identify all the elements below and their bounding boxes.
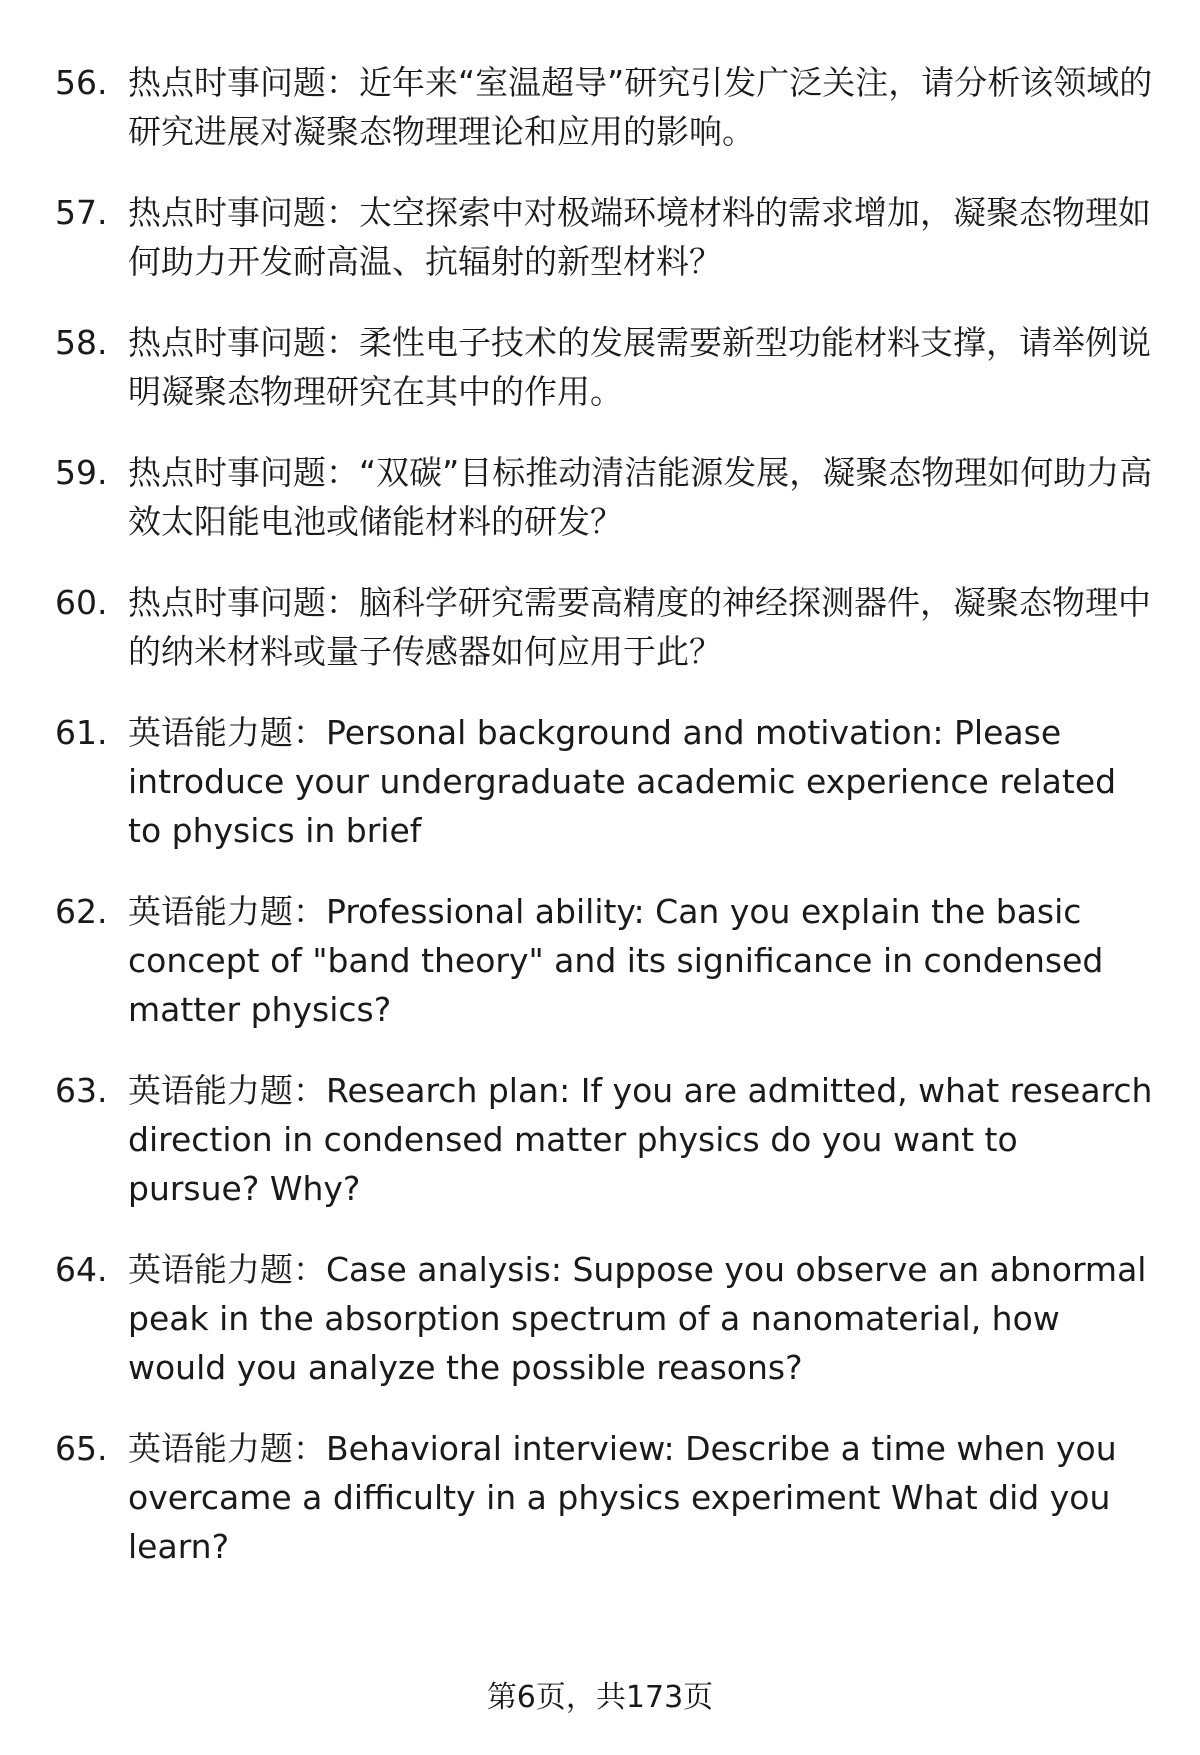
question-text: Case analysis: Suppose you observe an abnormal peak in the absorption spectrum of a nanomaterial, how would you analyze the possible reasons? <box>128 1250 1147 1387</box>
question-number: 56. <box>55 63 108 102</box>
question-category: 英语能力题： <box>128 713 326 752</box>
question-number: 58. <box>55 323 108 362</box>
question-text: Behavioral interview: Describe a time when you overcame a difficulty in a physics experiment What did you learn? <box>128 1429 1117 1566</box>
question-body <box>128 188 1158 286</box>
question-number: 61. <box>55 713 108 752</box>
question-text: 太空探索中对极端环境材料的需求增加，凝聚态物理如何助力开发耐高温、抗辐射的新型材料？ <box>128 193 1151 281</box>
question-category: 英语能力题： <box>128 1250 326 1289</box>
question-item <box>0 1245 1200 1392</box>
question-number: 57. <box>55 193 108 232</box>
question-item <box>0 708 1200 855</box>
question-item <box>0 1424 1200 1571</box>
question-body <box>128 708 1158 855</box>
question-text: Personal background and motivation: Please introduce your undergraduate academic experience related to physics in brief <box>128 713 1117 850</box>
question-text: 柔性电子技术的发展需要新型功能材料支撑，请举例说明凝聚态物理研究在其中的作用。 <box>128 323 1151 411</box>
question-number: 63. <box>55 1071 108 1110</box>
question-category: 热点时事问题： <box>128 193 359 232</box>
question-item <box>0 887 1200 1034</box>
question-category: 热点时事问题： <box>128 323 359 362</box>
question-item <box>0 318 1200 416</box>
question-text: “双碳”目标推动清洁能源发展，凝聚态物理如何助力高效太阳能电池或储能材料的研发？ <box>128 453 1153 541</box>
question-text: 近年来“室温超导”研究引发广泛关注，请分析该领域的研究进展对凝聚态物理理论和应用的影响。 <box>128 63 1153 151</box>
question-text: 脑科学研究需要高精度的神经探测器件，凝聚态物理中的纳米材料或量子传感器如何应用于此？ <box>128 583 1151 671</box>
question-category: 热点时事问题： <box>128 63 359 102</box>
question-body <box>128 1245 1158 1392</box>
question-number: 65. <box>55 1429 108 1468</box>
question-body <box>128 578 1158 676</box>
question-category: 英语能力题： <box>128 1071 326 1110</box>
question-body <box>128 58 1158 156</box>
question-body <box>128 1066 1158 1213</box>
question-body <box>128 448 1158 546</box>
page-number-label: 第6页，共173页 <box>486 1680 714 1715</box>
question-number: 59. <box>55 453 108 492</box>
question-number: 62. <box>55 892 108 931</box>
question-item <box>0 578 1200 676</box>
question-body <box>128 1424 1158 1571</box>
question-item <box>0 58 1200 156</box>
question-number: 64. <box>55 1250 108 1289</box>
question-number: 60. <box>55 583 108 622</box>
question-category: 英语能力题： <box>128 1429 326 1468</box>
question-item <box>0 188 1200 286</box>
question-text: Research plan: If you are admitted, what research direction in condensed matter physics do you want to pursue? Why? <box>128 1071 1153 1208</box>
question-item <box>0 1066 1200 1213</box>
question-body <box>128 887 1158 1034</box>
question-body <box>128 318 1158 416</box>
question-text: Professional ability: Can you explain the basic concept of "band theory" and its significance in condensed matter physics? <box>128 892 1104 1029</box>
question-category: 热点时事问题： <box>128 583 359 622</box>
question-category: 英语能力题： <box>128 892 326 931</box>
question-category: 热点时事问题： <box>128 453 359 492</box>
question-list <box>0 58 1200 1603</box>
page-footer <box>0 1678 1200 1718</box>
question-item <box>0 448 1200 546</box>
